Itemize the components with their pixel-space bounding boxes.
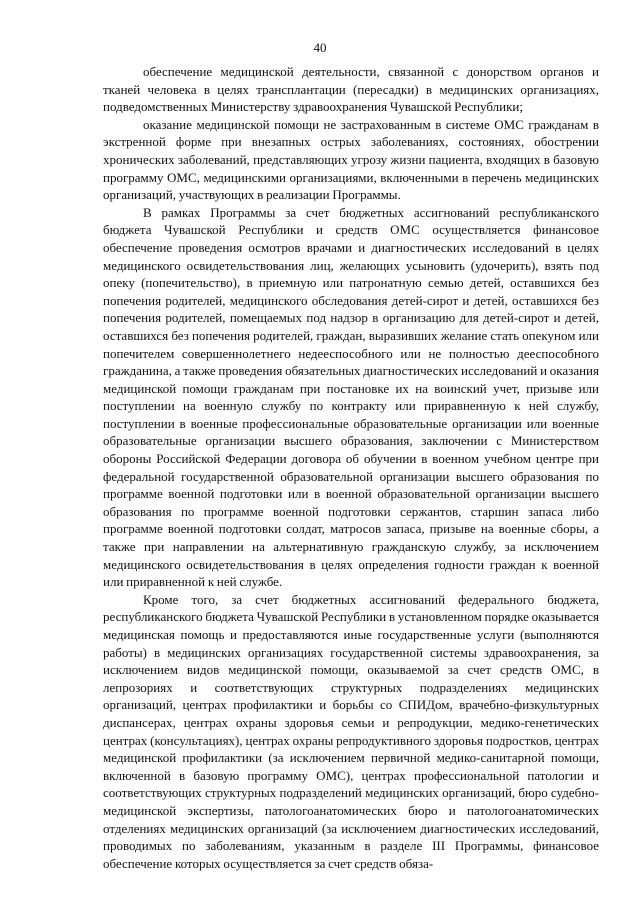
- paragraph-donor-organs: обеспечение медицинской деятельности, связанной с донорством органов и тканей человека в целях трансплантации (пересадки) в медицинских организациях, подведомственных Министерству здравоохранения Чувашской Республики;: [103, 64, 599, 115]
- paragraph-medical-examinations: В рамках Программы за счет бюджетных ассигнований республиканского бюджета Чувашской Республики и средств ОМС осуществляется финансовое обеспечение проведения осмотров врачами и диагностических исследований в целях медицинского освидетельствования лиц, желающих усыновить (удочерить), взять под опеку (попечительство), в приемную или патронатную семью детей, оставшихся без попечения родителей, медицинского обследования детей-сирот и детей, оставшихся без попечения родителей, помещаемых под надзор в организацию для детей-сирот и детей, оставшихся без попечения родителей, граждан, выразивших желание стать опекуном или попечителем совершеннолетнего недееспособного или не полностью дееспособного гражданина, а также проведения обязательных диагностических исследований и оказания медицинской помощи гражданам при постановке их на воинский учет, призыве или поступлении на военную службу по контракту или приравненную к ней службу, поступлении в военные профессиональные образовательные организации или военные образовательные организации высшего образования, заключении с Министерством обороны Российской Федерации договора об обучении в военном учебном центре при федеральной государственной образовательной организации высшего образования по программе военной подготовки или в военной образовательной организации высшего образования по программе военной подготовки сержантов, старшин запаса либо программе военной подготовки солдат, матросов запаса, призыве на военные сборы, а также при направлении на альтернативную гражданскую службу, за исключением медицинского освидетельствования в целях определения годности граждан к военной или приравненной к ней службе.: [103, 204, 599, 590]
- paragraph-additional-services: Кроме того, за счет бюджетных ассигнований федерального бюджета, республиканского бюджета Чувашской Республики в установленном порядке оказывается медицинская помощь и предоставляются иные государственные услуги (выполняются работы) в медицинских организациях государственной системы здравоохранения, за исключением видов медицинской помощи, оказываемой за счет средств ОМС, в лепрозориях и соответствующих структурных подразделениях медицинских организаций, центрах профилактики и борьбы со СПИДом, врачебно-физкультурных диспансерах, центрах охраны здоровья семьи и репродукции, медико-генетических центрах (консультациях), центрах охраны репродуктивного здоровья подростков, центрах медицинской профилактики (за исключением первичной медико-санитарной помощи, включенной в базовую программу ОМС), центрах профессиональной патологии и соответствующих структурных подразделений медицинских организаций, бюро судебно-медицинской экспертизы, патологоанатомических бюро и патологоанатомических отделениях медицинских организаций (за исключением диагностических исследований, проводимых по заболеваниям, указанным в разделе III Программы, финансовое обеспечение которых осуществляется за счет средств обяза-: [103, 591, 599, 871]
- paragraph-uninsured-care: оказание медицинской помощи не застрахованным в системе ОМС гражданам в экстренной форме при внезапных острых заболеваниях, состояниях, обострении хронических заболеваний, представляющих угрозу жизни пациента, входящих в базовую программу ОМС, медицинскими организациями, включенными в перечень медицинских организаций, участвующих в реализации Программы.: [103, 116, 599, 203]
- page-number: 40: [313, 40, 327, 55]
- document-body: [103, 63, 599, 872]
